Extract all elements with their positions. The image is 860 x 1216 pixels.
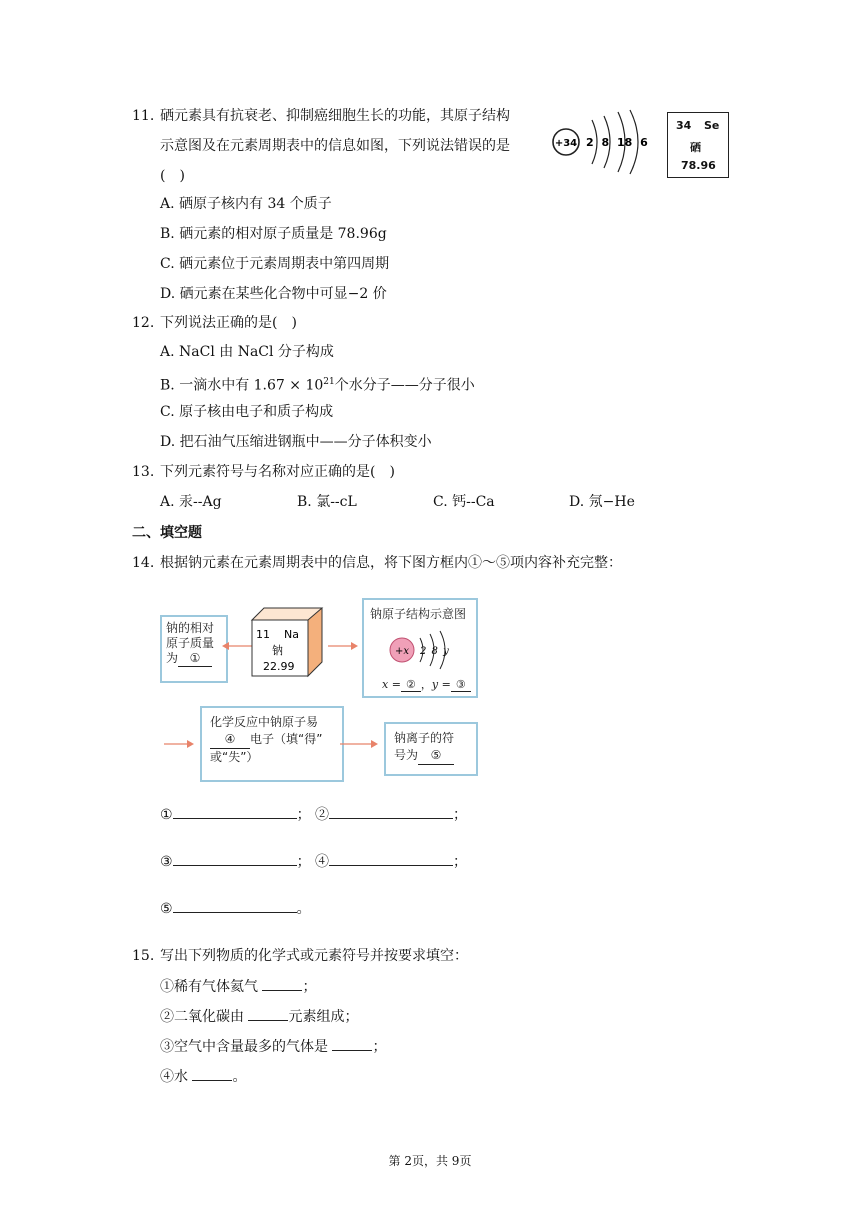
cube-symbol: Na xyxy=(284,628,299,641)
diagram-structure-box: 钠原子结构示意图 +x 2 8 y x = ② ，y = ③ xyxy=(362,598,478,698)
cube-name: 钠 xyxy=(272,644,283,657)
selenium-periodic-cell xyxy=(667,112,729,178)
section-heading: 二、填空题 xyxy=(132,525,202,541)
q14-answer-row-1: ① ； ② ； xyxy=(160,804,467,824)
cube-mass: 22.99 xyxy=(263,660,295,673)
q11-option-d: D. 硒元素在某些化合物中可显−2 价 xyxy=(160,286,387,302)
arrow-right xyxy=(328,640,358,652)
answer-blank-2[interactable] xyxy=(329,804,453,819)
q12-option-c: C. 原子核由电子和质子构成 xyxy=(160,404,334,420)
sodium-cube xyxy=(250,606,326,682)
q14-answer-row-2: ③ ； ④ ； xyxy=(160,851,467,871)
q11-line3: ( ) xyxy=(160,168,185,184)
arrow-into-reaction xyxy=(164,738,194,750)
q11-option-c: C. 硒元素位于元素周期表中第四周期 xyxy=(160,256,390,272)
page-footer: 第 2页，共 9页 xyxy=(388,1154,472,1168)
q11-number: 11. xyxy=(132,108,155,124)
q13-option-d: D. 氖−He xyxy=(569,494,635,510)
q15-item-1: ①稀有气体氦气 ； xyxy=(160,976,316,997)
cell-mass: 78.96 xyxy=(681,159,716,172)
diagram-reaction-box: 化学反应中钠原子易 ④ 电子（填“得” 或“失”） xyxy=(200,706,344,782)
q12-option-b: B. 一滴水中有 $1.67 \times 10^{21}$个水分子——分子很小 xyxy=(160,377,475,394)
q13-stem: 13. 下列元素符号与名称对应正确的是( ) xyxy=(132,464,395,480)
q15-blank-1[interactable] xyxy=(262,976,302,991)
cell-symbol: Se xyxy=(704,119,720,132)
q11-option-b: B. 硒元素的相对原子质量是 78.96g xyxy=(160,226,387,242)
q11-line1: 11. 硒元素具有抗衰老、抑制癌细胞生长的功能，其原子结构 xyxy=(132,108,510,124)
q15-item-3: ③空气中含量最多的气体是 ； xyxy=(160,1036,386,1057)
cell-atomic-number: 34 xyxy=(676,119,692,132)
q15-blank-4[interactable] xyxy=(192,1066,232,1081)
selenium-atom-diagram xyxy=(548,104,648,180)
q13-option-a: A. 汞--Ag xyxy=(160,494,222,510)
answer-blank-3[interactable] xyxy=(173,851,297,866)
q11-line2: 示意图及在元素周期表中的信息如图，下列说法错误的是 xyxy=(160,138,510,154)
svg-text:2 8 y: 2 8 y xyxy=(420,646,449,657)
arrow-left xyxy=(222,640,252,652)
atom-shells-label: 2 8 18 6 xyxy=(586,136,648,149)
sodium-atom-diagram xyxy=(386,628,466,672)
atom-nucleus-label: +34 xyxy=(554,138,578,149)
q15-blank-2[interactable] xyxy=(248,1006,288,1021)
q12-option-a: A. NaCl 由 NaCl 分子构成 xyxy=(160,344,334,360)
svg-text:+x: +x xyxy=(394,646,410,657)
q14-stem: 14. 根据钠元素在元素周期表中的信息，将下图方框内①～⑤项内容补充完整： xyxy=(132,555,622,571)
diagram-ion-box: 钠离子的符 号为 ⑤ xyxy=(384,722,478,776)
q13-option-b: B. 氯--cL xyxy=(297,494,357,510)
q13-option-c: C. 钙--Ca xyxy=(433,494,495,510)
q15-stem: 15. 写出下列物质的化学式或元素符号并按要求填空： xyxy=(132,948,468,964)
diagram-mass-box: 钠的相对 原子质量 为 ① xyxy=(160,615,228,683)
q14-answer-row-3: ⑤ 。 xyxy=(160,898,311,918)
cube-atomic-number: 11 xyxy=(256,628,270,641)
q15-blank-3[interactable] xyxy=(332,1036,372,1051)
answer-blank-5[interactable] xyxy=(173,898,297,913)
q15-item-4: ④水 。 xyxy=(160,1066,246,1087)
answer-blank-4[interactable] xyxy=(329,851,453,866)
arrow-into-ion xyxy=(340,738,378,750)
q15-item-2: ②二氧化碳由 元素组成； xyxy=(160,1006,358,1027)
q11-option-a: A. 硒原子核内有 34 个质子 xyxy=(160,196,332,212)
q12-stem: 12. 下列说法正确的是( ) xyxy=(132,315,297,331)
answer-blank-1[interactable] xyxy=(173,804,297,819)
q12-option-d: D. 把石油气压缩进钢瓶中——分子体积变小 xyxy=(160,434,432,450)
cell-name: 硒 xyxy=(690,141,701,154)
